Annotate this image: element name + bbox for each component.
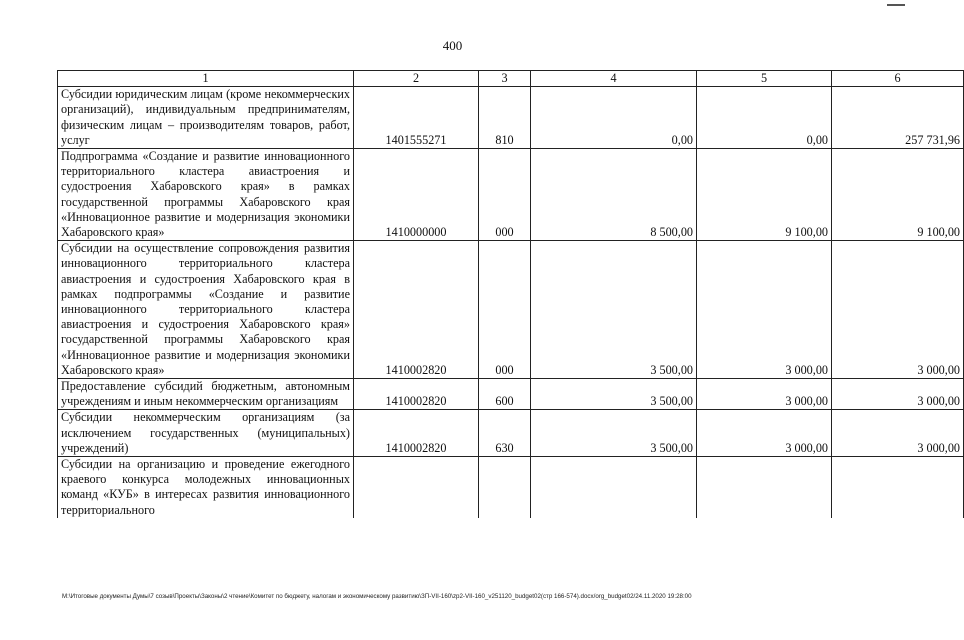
table-row <box>58 149 964 241</box>
page-number: 400 <box>442 38 463 53</box>
table-row <box>58 457 964 518</box>
row-value-2021-cell <box>832 457 964 518</box>
row-value-2019-cell: 3 500,00 <box>531 410 697 457</box>
table-row <box>58 379 964 410</box>
row-value-2021-cell: 3 000,00 <box>832 241 964 379</box>
row-code-cell <box>354 457 479 518</box>
table-row <box>58 241 964 379</box>
row-type-cell: 630 <box>479 410 531 457</box>
row-value-2020-cell <box>697 457 832 518</box>
row-value-2019-cell: 8 500,00 <box>531 149 697 241</box>
scan-edge-mark <box>887 4 905 6</box>
row-value-2019-cell: 3 500,00 <box>531 241 697 379</box>
table-header-row <box>58 71 964 87</box>
row-code-cell: 1410000000 <box>354 149 479 241</box>
row-value-2019-cell: 0,00 <box>531 87 697 149</box>
row-type-cell <box>479 457 531 518</box>
row-name-cell: Подпрограмма «Создание и развитие инновационного территориального кластера авиастроения и судостроения Хабаровского края» в рамках государственной программы Хабаровского края «Инновационное развитие и модернизация экономики Хабаровского края» <box>58 149 354 241</box>
row-value-2020-cell: 3 000,00 <box>697 379 832 410</box>
column-header-4: 4 <box>531 71 697 87</box>
row-name-cell: Предоставление субсидий бюджетным, автономным учреждениям и иным некоммерческим организациям <box>58 379 354 410</box>
row-type-cell: 810 <box>479 87 531 149</box>
row-value-2021-cell: 3 000,00 <box>832 379 964 410</box>
row-code-cell: 1401555271 <box>354 87 479 149</box>
row-value-2019-cell: 3 500,00 <box>531 379 697 410</box>
row-name-cell: Субсидии некоммерческим организациям (за исключением государственных (муниципальных) учреждений) <box>58 410 354 457</box>
row-value-2020-cell: 0,00 <box>697 87 832 149</box>
table-row <box>58 87 964 149</box>
row-value-2021-cell: 9 100,00 <box>832 149 964 241</box>
column-header-5: 5 <box>697 71 832 87</box>
row-type-cell: 000 <box>479 149 531 241</box>
column-header-1: 1 <box>58 71 354 87</box>
column-header-3: 3 <box>479 71 531 87</box>
row-value-2021-cell: 257 731,96 <box>832 87 964 149</box>
row-value-2019-cell <box>531 457 697 518</box>
column-header-2: 2 <box>354 71 479 87</box>
row-type-cell: 000 <box>479 241 531 379</box>
row-value-2020-cell: 9 100,00 <box>697 149 832 241</box>
row-code-cell: 1410002820 <box>354 379 479 410</box>
row-name-cell: Субсидии на осуществление сопровождения развития инновационного территориального кластера авиастроения и судостроения Хабаровского края в рамках подпрограммы «Создание и развитие инновационного территориального кластера авиастроения и судостроения Хабаровского края» государственной программы Хабаровского края «Инновационное развитие и модернизация экономики Хабаровского края» <box>58 241 354 379</box>
footer-file-path: M:\Итоговые документы Думы\7 созыв\Проекты\Законы\2 чтение\Комитет по бюджету, налогам и экономическому развитию\ЗП-VII-160\zp2-VII-160_v251120_budget02(стр 166-574).docx/org_budget02/24.11.2020 19:28:00 <box>62 593 692 600</box>
row-value-2020-cell: 3 000,00 <box>697 410 832 457</box>
row-type-cell: 600 <box>479 379 531 410</box>
row-code-cell: 1410002820 <box>354 241 479 379</box>
budget-table <box>57 70 964 518</box>
row-value-2020-cell: 3 000,00 <box>697 241 832 379</box>
row-name-cell: Субсидии на организацию и проведение ежегодного краевого конкурса молодежных инновационных команд «КУБ» в интересах развития инновационного территориального <box>58 457 354 518</box>
row-value-2021-cell: 3 000,00 <box>832 410 964 457</box>
row-name-cell: Субсидии юридическим лицам (кроме некоммерческих организаций), индивидуальным предпринимателям, физическим лицам – производителям товаров, работ, услуг <box>58 87 354 149</box>
table-row <box>58 410 964 457</box>
column-header-6: 6 <box>832 71 964 87</box>
row-code-cell: 1410002820 <box>354 410 479 457</box>
